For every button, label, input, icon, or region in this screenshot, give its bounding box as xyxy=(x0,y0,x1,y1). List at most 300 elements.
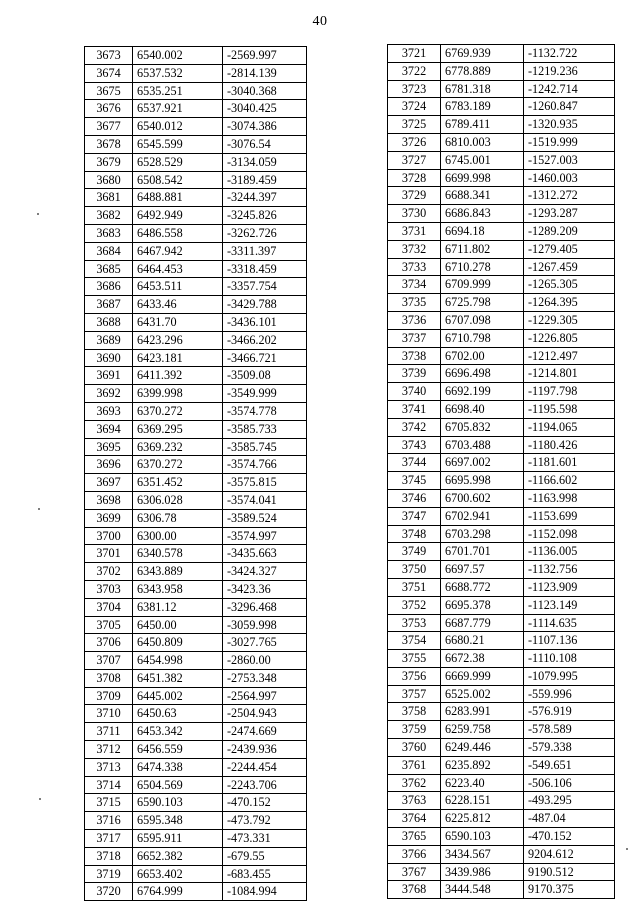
y-coordinate-cell: -3585.733 xyxy=(223,420,307,438)
x-coordinate-cell: 6703.298 xyxy=(441,525,524,543)
point-id-cell: 3741 xyxy=(388,400,441,418)
x-coordinate-cell: 6306.78 xyxy=(133,509,223,527)
table-row xyxy=(388,311,615,329)
y-coordinate-cell: -1152.098 xyxy=(524,525,615,543)
table-row xyxy=(85,242,307,260)
point-id-cell: 3725 xyxy=(388,116,441,134)
y-coordinate-cell: -1527.003 xyxy=(524,151,615,169)
y-coordinate-cell: -470.152 xyxy=(223,794,307,812)
x-coordinate-cell: 6680.21 xyxy=(441,632,524,650)
y-coordinate-cell: -2564.997 xyxy=(223,687,307,705)
y-coordinate-cell: -3245.826 xyxy=(223,207,307,225)
y-coordinate-cell: -3076.54 xyxy=(223,135,307,153)
x-coordinate-cell: 6453.342 xyxy=(133,723,223,741)
y-coordinate-cell: -2569.997 xyxy=(223,47,307,65)
x-coordinate-cell: 6687.779 xyxy=(441,614,524,632)
x-coordinate-cell: 6411.392 xyxy=(133,367,223,385)
table-row xyxy=(85,224,307,242)
y-coordinate-cell: -1123.149 xyxy=(524,596,615,614)
y-coordinate-cell: -3040.425 xyxy=(223,100,307,118)
table-row xyxy=(85,47,307,65)
point-id-cell: 3689 xyxy=(85,331,133,349)
y-coordinate-cell: -1123.909 xyxy=(524,578,615,596)
y-coordinate-cell: -1293.287 xyxy=(524,205,615,223)
table-row xyxy=(85,313,307,331)
point-id-cell: 3685 xyxy=(85,260,133,278)
y-coordinate-cell: -559.996 xyxy=(524,685,615,703)
table-row xyxy=(388,667,615,685)
y-coordinate-cell: -3296.468 xyxy=(223,598,307,616)
y-coordinate-cell: -3040.368 xyxy=(223,82,307,100)
x-coordinate-cell: 6595.911 xyxy=(133,830,223,848)
table-row xyxy=(388,614,615,632)
point-id-cell: 3735 xyxy=(388,294,441,312)
x-coordinate-cell: 6508.542 xyxy=(133,171,223,189)
table-row xyxy=(85,385,307,403)
table-row xyxy=(388,881,615,899)
point-id-cell: 3705 xyxy=(85,616,133,634)
y-coordinate-cell: -1229.305 xyxy=(524,311,615,329)
y-coordinate-cell: -3027.765 xyxy=(223,634,307,652)
x-coordinate-cell: 6399.998 xyxy=(133,385,223,403)
y-coordinate-cell: -1267.459 xyxy=(524,258,615,276)
x-coordinate-cell: 6528.529 xyxy=(133,153,223,171)
point-id-cell: 3736 xyxy=(388,311,441,329)
table-row xyxy=(85,741,307,759)
x-coordinate-cell: 6695.998 xyxy=(441,472,524,490)
x-coordinate-cell: 6707.098 xyxy=(441,311,524,329)
y-coordinate-cell: -3318.459 xyxy=(223,260,307,278)
table-row xyxy=(85,865,307,883)
table-row xyxy=(388,276,615,294)
x-coordinate-cell: 6783.189 xyxy=(441,98,524,116)
point-id-cell: 3686 xyxy=(85,278,133,296)
point-id-cell: 3709 xyxy=(85,687,133,705)
table-row xyxy=(85,82,307,100)
y-coordinate-cell: -1260.847 xyxy=(524,98,615,116)
point-id-cell: 3762 xyxy=(388,774,441,792)
table-row xyxy=(85,616,307,634)
point-id-cell: 3699 xyxy=(85,509,133,527)
y-coordinate-cell: -1219.236 xyxy=(524,62,615,80)
y-coordinate-cell: -1136.005 xyxy=(524,543,615,561)
table-row xyxy=(85,812,307,830)
table-row xyxy=(85,669,307,687)
y-coordinate-cell: -2753.348 xyxy=(223,669,307,687)
table-row xyxy=(388,187,615,205)
y-coordinate-cell: -3423.36 xyxy=(223,580,307,598)
point-id-cell: 3707 xyxy=(85,652,133,670)
x-coordinate-cell: 6700.602 xyxy=(441,489,524,507)
table-row xyxy=(85,331,307,349)
y-coordinate-cell: -3575.815 xyxy=(223,474,307,492)
y-coordinate-cell: -473.792 xyxy=(223,812,307,830)
point-id-cell: 3679 xyxy=(85,153,133,171)
point-id-cell: 3691 xyxy=(85,367,133,385)
point-id-cell: 3717 xyxy=(85,830,133,848)
coordinate-table-right xyxy=(387,44,615,899)
point-id-cell: 3732 xyxy=(388,240,441,258)
x-coordinate-cell: 6343.958 xyxy=(133,580,223,598)
table-row xyxy=(388,98,615,116)
table-row xyxy=(388,828,615,846)
point-id-cell: 3758 xyxy=(388,703,441,721)
y-coordinate-cell: -3585.745 xyxy=(223,438,307,456)
y-coordinate-cell: -3262.726 xyxy=(223,224,307,242)
x-coordinate-cell: 6450.809 xyxy=(133,634,223,652)
x-coordinate-cell: 6228.151 xyxy=(441,792,524,810)
x-coordinate-cell: 6433.46 xyxy=(133,296,223,314)
y-coordinate-cell: -3134.059 xyxy=(223,153,307,171)
y-coordinate-cell: -1320.935 xyxy=(524,116,615,134)
point-id-cell: 3742 xyxy=(388,418,441,436)
x-coordinate-cell: 6702.00 xyxy=(441,347,524,365)
x-coordinate-cell: 6351.452 xyxy=(133,474,223,492)
x-coordinate-cell: 3444.548 xyxy=(441,881,524,899)
x-coordinate-cell: 6474.338 xyxy=(133,758,223,776)
y-coordinate-cell: -2244.454 xyxy=(223,758,307,776)
point-id-cell: 3682 xyxy=(85,207,133,225)
table-row xyxy=(85,723,307,741)
x-coordinate-cell: 6370.272 xyxy=(133,456,223,474)
point-id-cell: 3693 xyxy=(85,402,133,420)
table-row xyxy=(388,400,615,418)
x-coordinate-cell: 6711.802 xyxy=(441,240,524,258)
coordinate-table-left xyxy=(84,46,307,901)
point-id-cell: 3718 xyxy=(85,847,133,865)
x-coordinate-cell: 6702.941 xyxy=(441,507,524,525)
table-row xyxy=(85,580,307,598)
point-id-cell: 3756 xyxy=(388,667,441,685)
y-coordinate-cell: -1289.209 xyxy=(524,222,615,240)
y-coordinate-cell: -1132.756 xyxy=(524,561,615,579)
table-row xyxy=(388,650,615,668)
x-coordinate-cell: 6225.812 xyxy=(441,810,524,828)
point-id-cell: 3719 xyxy=(85,865,133,883)
x-coordinate-cell: 6259.758 xyxy=(441,721,524,739)
y-coordinate-cell: -1166.602 xyxy=(524,472,615,490)
point-id-cell: 3675 xyxy=(85,82,133,100)
x-coordinate-cell: 6249.446 xyxy=(441,739,524,757)
y-coordinate-cell: -1114.635 xyxy=(524,614,615,632)
x-coordinate-cell: 6431.70 xyxy=(133,313,223,331)
y-coordinate-cell: -2243.706 xyxy=(223,776,307,794)
y-coordinate-cell: -1153.699 xyxy=(524,507,615,525)
point-id-cell: 3743 xyxy=(388,436,441,454)
table-row xyxy=(85,652,307,670)
table-row xyxy=(388,222,615,240)
table-row xyxy=(388,561,615,579)
point-id-cell: 3692 xyxy=(85,385,133,403)
y-coordinate-cell: -1519.999 xyxy=(524,133,615,151)
y-coordinate-cell: -473.331 xyxy=(223,830,307,848)
point-id-cell: 3720 xyxy=(85,883,133,901)
point-id-cell: 3714 xyxy=(85,776,133,794)
table-row xyxy=(85,474,307,492)
table-row xyxy=(85,153,307,171)
x-coordinate-cell: 6381.12 xyxy=(133,598,223,616)
point-id-cell: 3724 xyxy=(388,98,441,116)
x-coordinate-cell: 6745.001 xyxy=(441,151,524,169)
y-coordinate-cell: -1132.722 xyxy=(524,45,615,63)
point-id-cell: 3721 xyxy=(388,45,441,63)
table-row xyxy=(85,758,307,776)
point-id-cell: 3740 xyxy=(388,383,441,401)
x-coordinate-cell: 6672.38 xyxy=(441,650,524,668)
y-coordinate-cell: -1264.395 xyxy=(524,294,615,312)
x-coordinate-cell: 6698.40 xyxy=(441,400,524,418)
x-coordinate-cell: 6283.991 xyxy=(441,703,524,721)
y-coordinate-cell: -1279.405 xyxy=(524,240,615,258)
y-coordinate-cell: -679.55 xyxy=(223,847,307,865)
point-id-cell: 3746 xyxy=(388,489,441,507)
table-row xyxy=(388,845,615,863)
y-coordinate-cell: -1265.305 xyxy=(524,276,615,294)
x-coordinate-cell: 6369.295 xyxy=(133,420,223,438)
x-coordinate-cell: 3439.986 xyxy=(441,863,524,881)
x-coordinate-cell: 6696.498 xyxy=(441,365,524,383)
y-coordinate-cell: -1460.003 xyxy=(524,169,615,187)
y-coordinate-cell: -578.589 xyxy=(524,721,615,739)
x-coordinate-cell: 6492.949 xyxy=(133,207,223,225)
x-coordinate-cell: 6694.18 xyxy=(441,222,524,240)
x-coordinate-cell: 6535.251 xyxy=(133,82,223,100)
x-coordinate-cell: 6450.00 xyxy=(133,616,223,634)
table-row xyxy=(388,543,615,561)
y-coordinate-cell: -3574.041 xyxy=(223,491,307,509)
point-id-cell: 3678 xyxy=(85,135,133,153)
table-row xyxy=(388,240,615,258)
table-row xyxy=(85,883,307,901)
y-coordinate-cell: -1163.998 xyxy=(524,489,615,507)
point-id-cell: 3703 xyxy=(85,580,133,598)
table-row xyxy=(85,687,307,705)
y-coordinate-cell: -3059.998 xyxy=(223,616,307,634)
y-coordinate-cell: 9204.612 xyxy=(524,845,615,863)
scan-speck xyxy=(39,798,41,800)
y-coordinate-cell: -576.919 xyxy=(524,703,615,721)
scan-speck xyxy=(37,213,39,215)
table-row xyxy=(388,792,615,810)
point-id-cell: 3694 xyxy=(85,420,133,438)
point-id-cell: 3738 xyxy=(388,347,441,365)
point-id-cell: 3726 xyxy=(388,133,441,151)
table-row xyxy=(85,705,307,723)
x-coordinate-cell: 6540.012 xyxy=(133,118,223,136)
y-coordinate-cell: -487.04 xyxy=(524,810,615,828)
table-row xyxy=(85,527,307,545)
x-coordinate-cell: 6370.272 xyxy=(133,402,223,420)
point-id-cell: 3695 xyxy=(85,438,133,456)
point-id-cell: 3687 xyxy=(85,296,133,314)
point-id-cell: 3712 xyxy=(85,741,133,759)
point-id-cell: 3716 xyxy=(85,812,133,830)
table-row xyxy=(85,598,307,616)
x-coordinate-cell: 6453.511 xyxy=(133,278,223,296)
table-row xyxy=(388,116,615,134)
table-row xyxy=(85,100,307,118)
x-coordinate-cell: 6695.378 xyxy=(441,596,524,614)
table-row xyxy=(85,491,307,509)
table-row xyxy=(388,294,615,312)
y-coordinate-cell: -3429.788 xyxy=(223,296,307,314)
point-id-cell: 3713 xyxy=(85,758,133,776)
point-id-cell: 3754 xyxy=(388,632,441,650)
y-coordinate-cell: -3549.999 xyxy=(223,385,307,403)
x-coordinate-cell: 6590.103 xyxy=(133,794,223,812)
point-id-cell: 3761 xyxy=(388,756,441,774)
table-row xyxy=(85,438,307,456)
x-coordinate-cell: 6537.532 xyxy=(133,64,223,82)
x-coordinate-cell: 6340.578 xyxy=(133,545,223,563)
table-row xyxy=(85,278,307,296)
y-coordinate-cell: -683.455 xyxy=(223,865,307,883)
table-row xyxy=(388,258,615,276)
x-coordinate-cell: 6688.772 xyxy=(441,578,524,596)
table-row xyxy=(388,329,615,347)
table-row xyxy=(388,80,615,98)
scan-speck xyxy=(626,848,628,850)
table-row xyxy=(388,863,615,881)
y-coordinate-cell: -1110.108 xyxy=(524,650,615,668)
table-row xyxy=(388,45,615,63)
x-coordinate-cell: 6300.00 xyxy=(133,527,223,545)
table-row xyxy=(388,418,615,436)
y-coordinate-cell: -1312.272 xyxy=(524,187,615,205)
x-coordinate-cell: 6423.296 xyxy=(133,331,223,349)
table-row xyxy=(388,454,615,472)
point-id-cell: 3760 xyxy=(388,739,441,757)
point-id-cell: 3734 xyxy=(388,276,441,294)
table-row xyxy=(85,563,307,581)
point-id-cell: 3730 xyxy=(388,205,441,223)
y-coordinate-cell: 9170.375 xyxy=(524,881,615,899)
table-row xyxy=(388,205,615,223)
table-row xyxy=(85,367,307,385)
x-coordinate-cell: 6525.002 xyxy=(441,685,524,703)
x-coordinate-cell: 6686.843 xyxy=(441,205,524,223)
table-row xyxy=(85,207,307,225)
y-coordinate-cell: -579.338 xyxy=(524,739,615,757)
point-id-cell: 3767 xyxy=(388,863,441,881)
x-coordinate-cell: 6445.002 xyxy=(133,687,223,705)
x-coordinate-cell: 6697.57 xyxy=(441,561,524,579)
x-coordinate-cell: 6540.002 xyxy=(133,47,223,65)
x-coordinate-cell: 6456.559 xyxy=(133,741,223,759)
point-id-cell: 3673 xyxy=(85,47,133,65)
point-id-cell: 3731 xyxy=(388,222,441,240)
x-coordinate-cell: 6595.348 xyxy=(133,812,223,830)
x-coordinate-cell: 6778.889 xyxy=(441,62,524,80)
y-coordinate-cell: -2439.936 xyxy=(223,741,307,759)
y-coordinate-cell: -1079.995 xyxy=(524,667,615,685)
y-coordinate-cell: -3436.101 xyxy=(223,313,307,331)
x-coordinate-cell: 6725.798 xyxy=(441,294,524,312)
x-coordinate-cell: 6504.569 xyxy=(133,776,223,794)
y-coordinate-cell: -1195.598 xyxy=(524,400,615,418)
table-row xyxy=(388,62,615,80)
point-id-cell: 3711 xyxy=(85,723,133,741)
point-id-cell: 3715 xyxy=(85,794,133,812)
point-id-cell: 3702 xyxy=(85,563,133,581)
point-id-cell: 3722 xyxy=(388,62,441,80)
x-coordinate-cell: 6703.488 xyxy=(441,436,524,454)
y-coordinate-cell: -506.106 xyxy=(524,774,615,792)
point-id-cell: 3753 xyxy=(388,614,441,632)
point-id-cell: 3739 xyxy=(388,365,441,383)
point-id-cell: 3708 xyxy=(85,669,133,687)
y-coordinate-cell: -3574.778 xyxy=(223,402,307,420)
x-coordinate-cell: 6692.199 xyxy=(441,383,524,401)
point-id-cell: 3706 xyxy=(85,634,133,652)
point-id-cell: 3681 xyxy=(85,189,133,207)
point-id-cell: 3698 xyxy=(85,491,133,509)
y-coordinate-cell: -3574.766 xyxy=(223,456,307,474)
x-coordinate-cell: 6699.998 xyxy=(441,169,524,187)
x-coordinate-cell: 6223.40 xyxy=(441,774,524,792)
x-coordinate-cell: 6705.832 xyxy=(441,418,524,436)
point-id-cell: 3710 xyxy=(85,705,133,723)
table-row xyxy=(85,794,307,812)
y-coordinate-cell: -1181.601 xyxy=(524,454,615,472)
x-coordinate-cell: 6710.278 xyxy=(441,258,524,276)
table-row xyxy=(388,169,615,187)
point-id-cell: 3677 xyxy=(85,118,133,136)
y-coordinate-cell: -2814.139 xyxy=(223,64,307,82)
point-id-cell: 3763 xyxy=(388,792,441,810)
table-row xyxy=(85,830,307,848)
table-row xyxy=(85,456,307,474)
y-coordinate-cell: -3311.397 xyxy=(223,242,307,260)
x-coordinate-cell: 3434.567 xyxy=(441,845,524,863)
point-id-cell: 3759 xyxy=(388,721,441,739)
point-id-cell: 3768 xyxy=(388,881,441,899)
x-coordinate-cell: 6423.181 xyxy=(133,349,223,367)
x-coordinate-cell: 6537.921 xyxy=(133,100,223,118)
y-coordinate-cell: -1107.136 xyxy=(524,632,615,650)
x-coordinate-cell: 6697.002 xyxy=(441,454,524,472)
table-row xyxy=(85,64,307,82)
table-row xyxy=(85,545,307,563)
table-row xyxy=(85,420,307,438)
table-row xyxy=(85,847,307,865)
point-id-cell: 3729 xyxy=(388,187,441,205)
table-row xyxy=(388,810,615,828)
y-coordinate-cell: -3357.754 xyxy=(223,278,307,296)
point-id-cell: 3757 xyxy=(388,685,441,703)
point-id-cell: 3676 xyxy=(85,100,133,118)
table-row xyxy=(388,596,615,614)
y-coordinate-cell: -1197.798 xyxy=(524,383,615,401)
x-coordinate-cell: 6709.999 xyxy=(441,276,524,294)
y-coordinate-cell: -3244.397 xyxy=(223,189,307,207)
y-coordinate-cell: -3574.997 xyxy=(223,527,307,545)
table-row xyxy=(85,509,307,527)
table-row xyxy=(388,472,615,490)
point-id-cell: 3696 xyxy=(85,456,133,474)
table-row xyxy=(85,118,307,136)
y-coordinate-cell: 9190.512 xyxy=(524,863,615,881)
table-row xyxy=(85,171,307,189)
table-row xyxy=(388,703,615,721)
point-id-cell: 3749 xyxy=(388,543,441,561)
x-coordinate-cell: 6769.939 xyxy=(441,45,524,63)
x-coordinate-cell: 6488.881 xyxy=(133,189,223,207)
point-id-cell: 3684 xyxy=(85,242,133,260)
point-id-cell: 3752 xyxy=(388,596,441,614)
point-id-cell: 3728 xyxy=(388,169,441,187)
y-coordinate-cell: -3509.08 xyxy=(223,367,307,385)
